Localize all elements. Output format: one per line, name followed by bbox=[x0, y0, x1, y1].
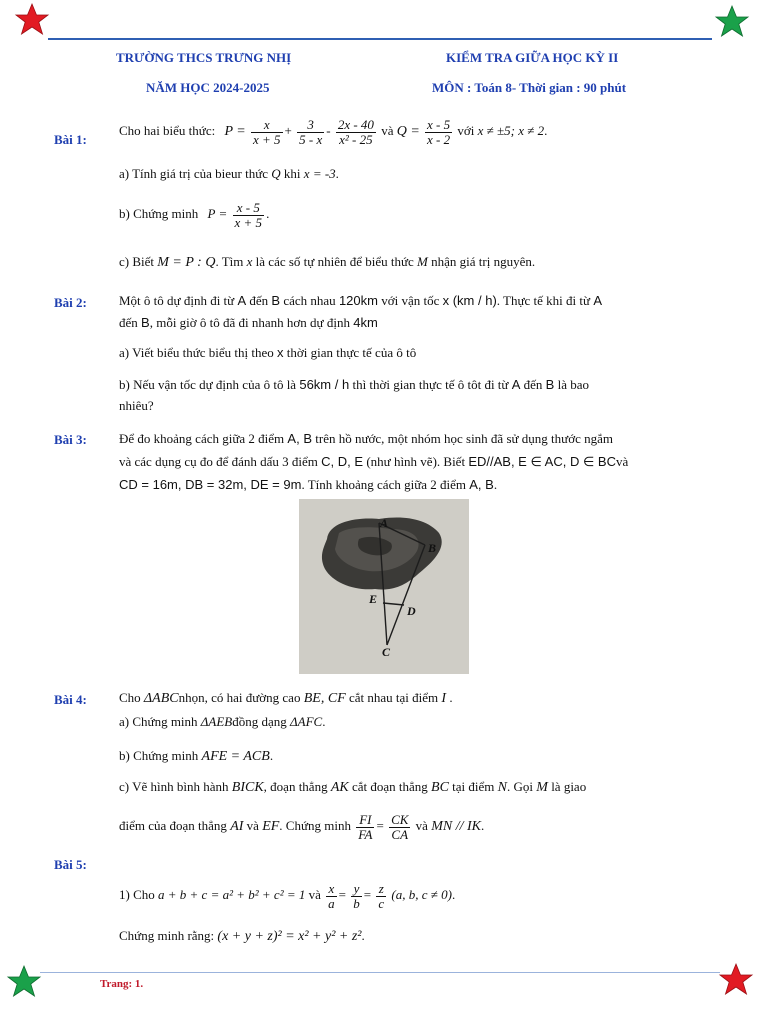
bai4-line1: Cho ΔABCnhọn, có hai đường cao BE, CF cắt nhau tại điểm I . bbox=[119, 690, 453, 706]
fraction-y-b: $\frac{y}{b}$ bbox=[353, 880, 360, 911]
bai1-c: c) Biết M = P : Q. Tìm x là các số tự nhiên để biểu thức M nhận giá trị nguyên. bbox=[119, 254, 536, 270]
top-rule bbox=[48, 38, 712, 40]
bai4-label: Bài 4: bbox=[54, 692, 87, 707]
red-star-icon bbox=[718, 962, 754, 998]
bai2-a: a) Viết biểu thức biểu thị theo x thời gian thực tế của ô tô bbox=[119, 345, 417, 360]
bai4-c: c) Vẽ hình bình hành BICK, đoạn thẳng AK cắt đoạn thẳng BC tại điểm N. Gọi M là giao bbox=[119, 779, 587, 795]
fraction-z-c: $\frac{z}{c}$ bbox=[378, 880, 385, 911]
fig-label-d: D bbox=[407, 604, 416, 618]
bai1-intro: Cho hai biểu thức: bbox=[119, 123, 216, 138]
bai5-label: Bài 5: bbox=[54, 857, 87, 872]
with-word: với bbox=[457, 123, 475, 138]
bai2-line1: Một ô tô dự định đi từ A đến B cách nhau 120km với vận tốc x (km / h). Thực tế khi đi từ A bbox=[119, 293, 602, 308]
exam-title: KIỂM TRA GIỮA HỌC KỲ II bbox=[446, 50, 619, 65]
bai3-label: Bài 3: bbox=[54, 432, 87, 447]
q-lhs: Q = bbox=[396, 124, 420, 139]
bai4-c2: điểm của đoạn thẳng AI và EF. Chứng minh $\frac{FI}{FA}$ = $\frac{CK}{CA}$ và MN // IK. bbox=[119, 811, 485, 842]
bai3-line1: Để đo khoảng cách giữa 2 điểm A, B trên hồ nước, một nhóm học sinh đã sử dụng thước ngắm bbox=[119, 431, 613, 446]
school-name: TRƯỜNG THCS TRƯNG NHỊ bbox=[116, 50, 292, 65]
q-fraction: $\frac{x - 5}{x - 2}$ bbox=[427, 116, 451, 147]
bai3-line3: CD = 16m, DB = 32m, DE = 9m. Tính khoảng cách giữa 2 điểm A, B. bbox=[119, 477, 498, 492]
bai1-intro-line: Cho hai biểu thức: P = $\frac{x}{x + 5}$ + $\frac{3}{5 - x}$ - $\frac{2x - 40}{\text{x² - 25}}$ và Q = $\frac{x - 5}{x - 2}$ với x ≠ ±5; x ≠ 2. bbox=[119, 116, 548, 147]
fraction-2: $\frac{3}{5 - x}$ bbox=[299, 116, 323, 147]
bai2-label: Bài 2: bbox=[54, 295, 87, 310]
bai3-line2: và các dụng cụ đo để đánh dấu 3 điểm C, D, E (như hình vẽ). Biết ED//AB, E ∈ AC, D ∈ BCvà bbox=[119, 454, 629, 469]
and-word: và bbox=[381, 123, 394, 138]
fig-label-b: B bbox=[428, 541, 437, 555]
bai2-line2: đến B, mỗi giờ ô tô đã đi nhanh hơn dự định 4km bbox=[119, 315, 378, 330]
green-star-icon bbox=[714, 4, 750, 40]
fraction-3: $\frac{2x - 40}{\text{x² - 25}}$ bbox=[337, 116, 374, 147]
p-lhs: P = bbox=[224, 124, 246, 139]
school-year: NĂM HỌC 2024-2025 bbox=[146, 80, 270, 95]
fig-label-e: E bbox=[369, 592, 378, 606]
fraction-ck-ca: $\frac{CK}{CA}$ bbox=[391, 811, 409, 842]
condition: x ≠ ±5; x ≠ 2 bbox=[477, 123, 545, 138]
lake-figure bbox=[299, 499, 469, 674]
green-star-icon bbox=[6, 964, 42, 1000]
exam-subject: MÔN : Toán 8- Thời gian : 90 phút bbox=[432, 80, 627, 95]
fig-label-a: A bbox=[380, 516, 389, 530]
bai1-label: Bài 1: bbox=[54, 132, 87, 147]
fraction-1: $\frac{x}{x + 5}$ bbox=[252, 116, 281, 147]
bai4-a: a) Chứng minh ΔAEBđồng dạng ΔAFC. bbox=[119, 714, 326, 729]
fig-label-c: C bbox=[382, 645, 391, 659]
bottom-rule bbox=[40, 972, 720, 973]
bai5-line1: 1) Cho a + b + c = a² + b² + c² = 1 và $\frac{x}{a}$ = $\frac{y}{b}$ = $\frac{z}{c}$ (a, b, c ≠ 0). bbox=[119, 880, 456, 911]
red-star-icon bbox=[14, 2, 50, 38]
bai4-b: b) Chứng minh AFE = ACB. bbox=[119, 748, 274, 764]
bai5-line2: Chứng minh rằng: (x + y + z)² = x² + y² + z². bbox=[119, 928, 365, 944]
fraction-fi-fa: $\frac{FI}{FA}$ bbox=[358, 811, 373, 842]
bai2-b: b) Nếu vận tốc dự định của ô tô là 56km / h thì thời gian thực tế ô tôt đi từ A đến B là bao bbox=[119, 377, 589, 392]
page-number: Trang: 1. bbox=[100, 978, 144, 990]
bai1-a: a) Tính giá trị của bieur thức Q khi x = -3. bbox=[119, 166, 339, 181]
b-fraction: $\frac{x - 5}{x + 5}$ bbox=[234, 199, 263, 230]
bai2-b2: nhiêu? bbox=[119, 398, 154, 413]
bai1-b: b) Chứng minh P = $\frac{x - 5}{x + 5}$ . bbox=[119, 199, 270, 230]
fraction-x-a: $\frac{x}{a}$ bbox=[328, 880, 335, 911]
